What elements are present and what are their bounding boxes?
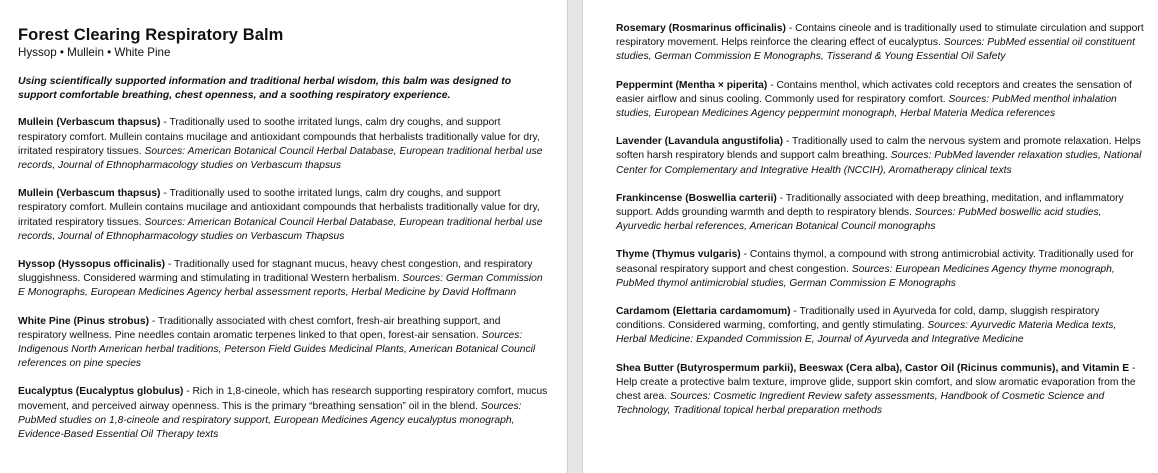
ingredient-name: Peppermint (Mentha × piperita) <box>616 79 768 91</box>
ingredient-entry <box>616 135 1144 178</box>
ingredient-entry <box>18 315 549 372</box>
ingredient-name: Lavender (Lavandula angustifolia) <box>616 136 784 148</box>
ingredient-sources: Sources: Indigenous North American herbal traditions, Peterson Field Guides Medicinal Plants, American Botanical Council references on pine species <box>18 329 536 370</box>
ingredient-sources: Sources: European Medicines Agency thyme monograph, PubMed thymol antimicrobial studies, German Commission E Monographs <box>616 263 1115 289</box>
document-title: Forest Clearing Respiratory Balm <box>18 26 284 44</box>
ingredient-sources: Sources: PubMed lavender relaxation studies, National Center for Complementary and Integrative Health (NCCIH), Aromatherapy clinical texts <box>616 150 1142 176</box>
ingredient-description: - Traditionally used in Ayurveda for cold, damp, sluggish respiratory conditions. Considered warming, comforting, and gently stimulating. <box>616 306 1100 332</box>
ingredient-description: - Traditionally used to soothe irritated lungs, calm dry coughs, and support respiratory comfort. Mullein contains mucilage and antioxidant compounds that herbalists traditionally value for dry, irritated respiratory tissues. <box>18 117 540 157</box>
ingredient-entry <box>616 305 1144 348</box>
document-subtitle: Hyssop • Mullein • White Pine <box>18 46 171 59</box>
ingredient-sources: Sources: American Botanical Council Herbal Database, European traditional herbal use records, Journal of Ethnopharmacology studies on Verbascum Thapsus <box>18 216 543 242</box>
ingredient-sources: Sources: Cosmetic Ingredient Review safety assessments, Handbook of Cosmetic Science and Technology, Traditional topical herbal preparation methods <box>616 391 1105 417</box>
ingredient-name: Mullein (Verbascum thapsus) <box>18 117 161 129</box>
ingredient-name: Cardamom (Elettaria cardamomum) <box>616 306 791 318</box>
ingredient-entry <box>616 79 1144 122</box>
ingredient-sources: Sources: American Botanical Council Herbal Database, European traditional herbal use records, Journal of Ethnopharmacology studies on Verbascum thapsus <box>18 145 543 172</box>
ingredient-name: White Pine (Pinus strobus) <box>18 315 150 327</box>
ingredient-description: - Contains menthol, which activates cold receptors and creates the sensation of easier airflow and sinus cooling. Commonly used for respiratory comfort. <box>616 79 1132 105</box>
ingredient-entry <box>18 187 549 244</box>
ingredient-description: - Help create a protective balm texture, improve glide, support skin comfort, and slow aromatic evaporation from the chest area. <box>616 362 1136 403</box>
ingredient-sources: Sources: PubMed essential oil constituent studies, German Commission E Monographs, Tisserand & Young Essential Oil Safety <box>616 37 1135 63</box>
ingredient-description: - Contains cineole and is traditionally used to stimulate circulation and support respiratory movement. Helps reinforce the clearing effect of eucalyptus. <box>616 23 1144 49</box>
ingredient-entry <box>18 385 549 442</box>
ingredient-name: Eucalyptus (Eucalyptus globulus) <box>18 386 184 398</box>
ingredient-description: - Traditionally associated with deep breathing, meditation, and inflammatory support. Adds grounding warmth and depth to respiratory blends. <box>616 192 1124 219</box>
ingredient-entry <box>616 192 1144 235</box>
ingredient-description: - Traditionally used for stagnant mucus, heavy chest congestion, and respiratory sluggishness. Considered warming and stimulating in traditional Western herbalism. <box>18 259 533 285</box>
ingredient-name: Shea Butter (Butyrospermum parkii), Beeswax (Cera alba), Castor Oil (Ricinus communis), and Vitamin E <box>616 362 1130 374</box>
ingredient-entry <box>18 258 549 301</box>
document-intro: Using scientifically supported information and traditional herbal wisdom, this balm was designed to support comfortable breathing, chest openness, and a soothing respiratory experience. <box>18 76 512 102</box>
left-page <box>0 0 567 473</box>
ingredient-name: Hyssop (Hyssopus officinalis) <box>18 259 166 271</box>
right-page <box>583 0 1158 473</box>
ingredient-sources: Sources: German Commission E Monographs, European Medicines Agency herbal assessment reports, Herbal Medicine by David Hoffmann <box>18 273 543 299</box>
ingredient-entry <box>616 248 1144 291</box>
ingredient-description: - Contains thymol, a compound with strong antimicrobial activity. Traditionally used for seasonal respiratory support and chest congestion. <box>616 249 1134 275</box>
ingredient-sources: Sources: PubMed studies on 1,8-cineole and respiratory support, European Medicines Agency eucalyptus monograph, Evidence-Based Essential Oil Therapy texts <box>18 400 522 441</box>
ingredient-entry <box>616 22 1144 65</box>
ingredient-entry <box>616 362 1144 419</box>
ingredient-entry <box>18 116 549 173</box>
ingredient-sources: Sources: PubMed boswellic acid studies, Ayurvedic herbal references, American Botanical Council monographs <box>616 207 1102 233</box>
ingredient-sources: Sources: Ayurvedic Materia Medica texts, Herbal Medicine: Expanded Commission E, Journal of Ayurveda and Integrative Medicine <box>616 320 1117 346</box>
ingredient-description: - Rich in 1,8-cineole, which has research supporting respiratory comfort, mucus movement, and perceived airway openness. This is the primary “breathing sensation” oil in the blend. <box>18 386 548 412</box>
ingredient-sources: Sources: PubMed menthol inhalation studies, European Medicines Agency peppermint monograph, Herbal Materia Medica references <box>616 93 1117 120</box>
ingredient-description: - Traditionally associated with chest comfort, fresh-air breathing support, and respiratory wellness. Pine needles contain aromatic terpenes linked to that open, forest-air sensation. <box>18 315 501 341</box>
ingredient-name: Thyme (Thymus vulgaris) <box>616 249 741 261</box>
ingredient-name: Mullein (Verbascum thapsus) <box>18 188 161 200</box>
ingredient-description: - Traditionally used to calm the nervous system and promote relaxation. Helps soften harsh respiratory blends and support calm breathing. <box>616 136 1141 162</box>
page-gutter <box>567 0 583 473</box>
ingredient-name: Frankincense (Boswellia carterii) <box>616 192 777 204</box>
left-entry-list <box>18 116 549 442</box>
ingredient-description: - Traditionally used to soothe irritated lungs, calm dry coughs, and support respiratory comfort. Mullein contains mucilage and antioxidant compounds that herbalists traditionally value for dry, irritated respiratory tissues. <box>18 188 540 228</box>
ingredient-name: Rosemary (Rosmarinus officinalis) <box>616 23 786 34</box>
